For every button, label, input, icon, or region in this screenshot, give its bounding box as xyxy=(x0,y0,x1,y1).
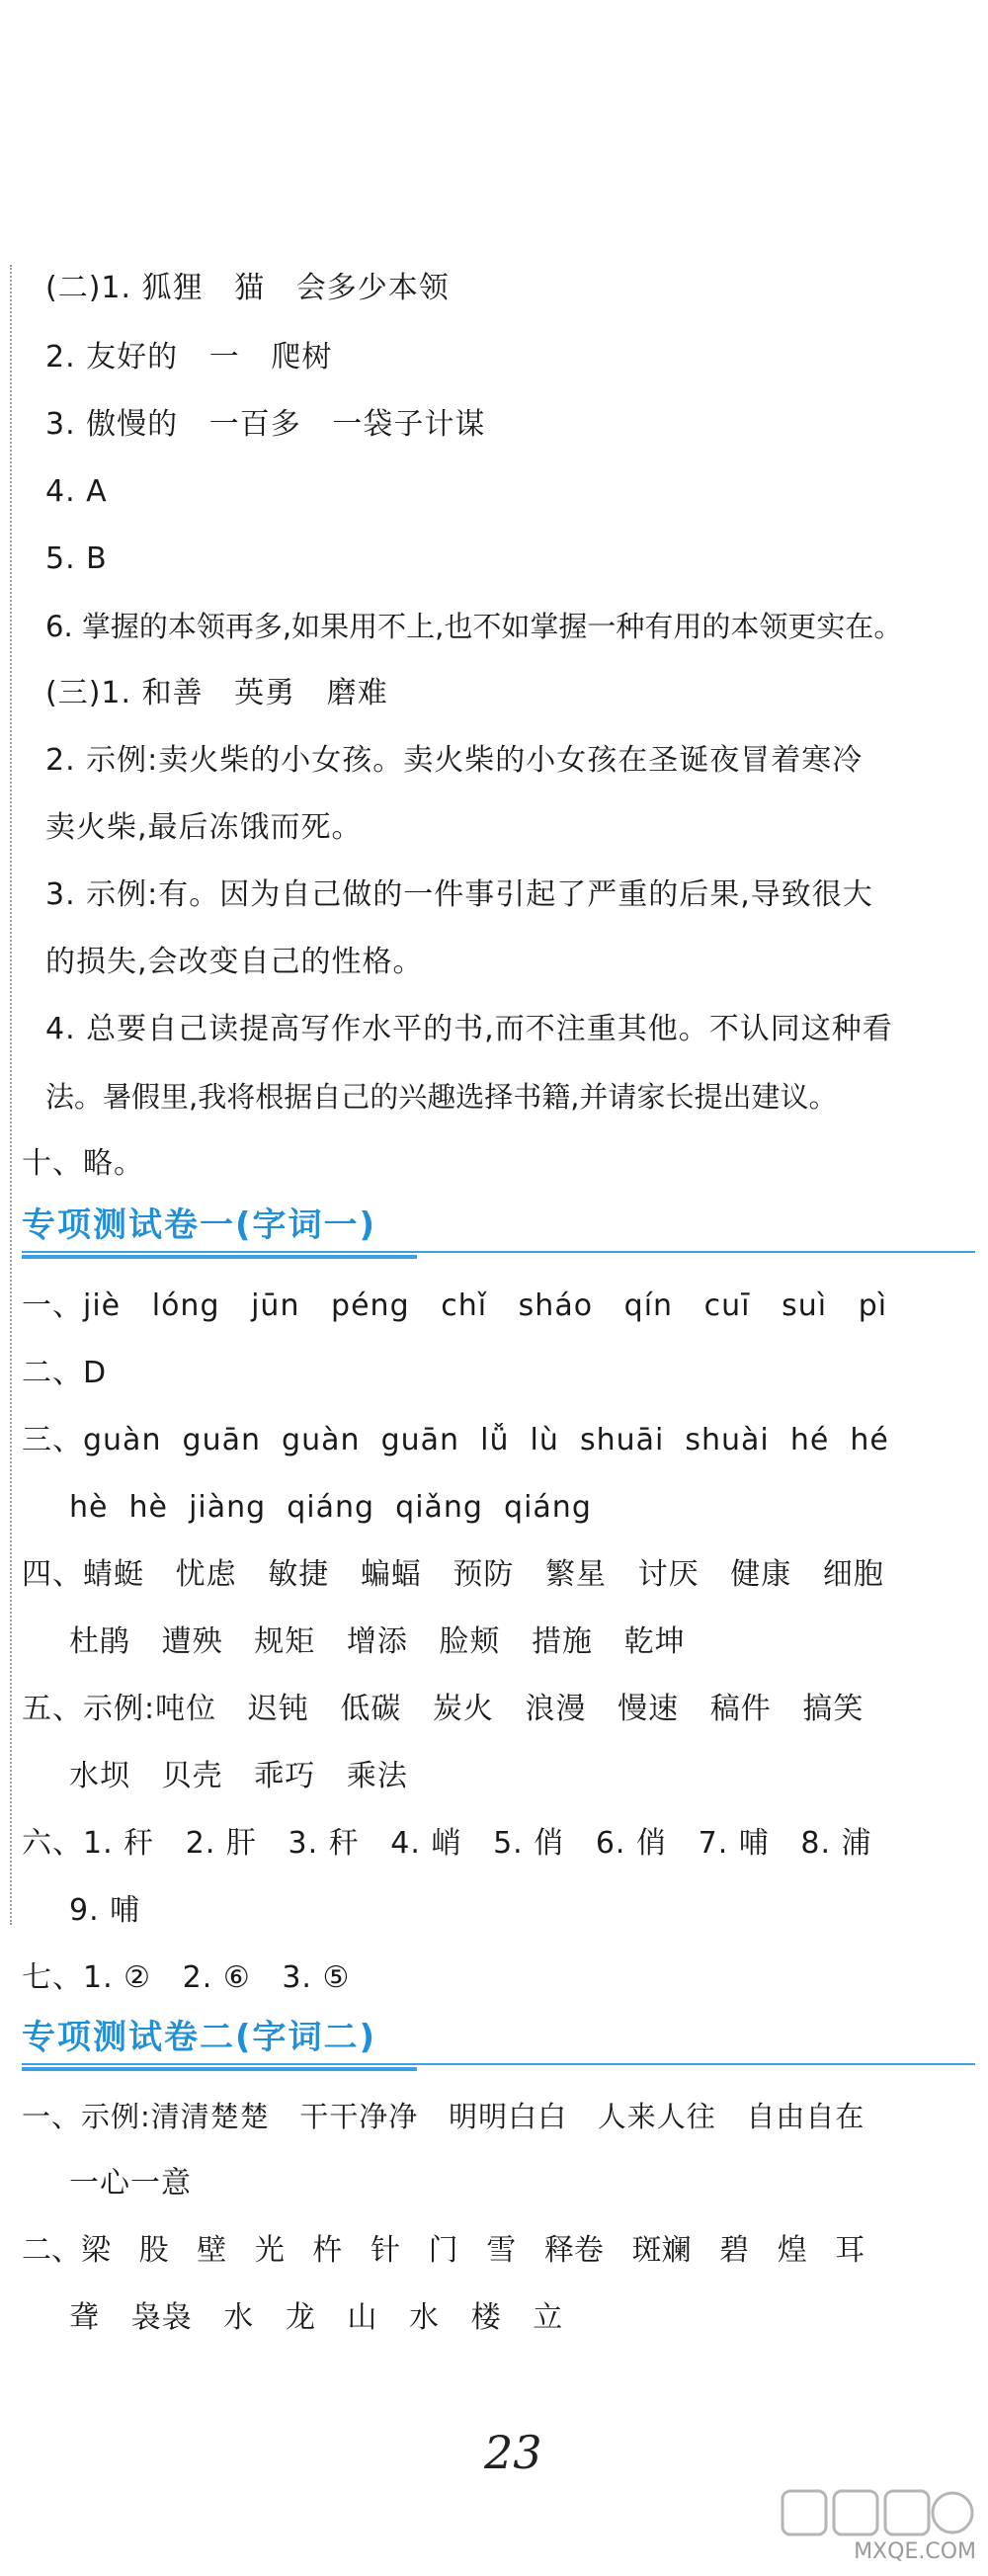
answer-line: 水坝 贝壳 乖巧 乘法 xyxy=(69,1759,408,1793)
section-heading: 专项测试卷二(字词二) xyxy=(22,2018,377,2057)
answer-line: 一心一意 xyxy=(69,2166,192,2201)
answer-line: hè hè jiàng qiáng qiǎng qiáng xyxy=(69,1490,592,1525)
answer-line: 4. 总要自己读提高写作水平的书,而不注重其他。不认同这种看 xyxy=(45,1012,893,1046)
answer-line: 3. 傲慢的 一百多 一袋子计谋 xyxy=(45,407,486,442)
answer-seal-icon xyxy=(779,2485,976,2540)
watermark xyxy=(759,2485,976,2564)
watermark-text: MXQE.COM xyxy=(854,2539,976,2564)
answer-line: 四、蜻蜓 忧虑 敏捷 蝙蝠 预防 繁星 讨厌 健康 细胞 xyxy=(22,1557,884,1592)
answer-line: 三、guàn guān guàn guān lǚ lù shuāi shuài hé hé xyxy=(22,1423,889,1457)
answer-line: 4. A xyxy=(45,474,108,509)
answer-line: 一、示例:清清楚楚 干干净净 明明白白 人来人往 自由自在 xyxy=(22,2100,865,2133)
answer-line: 六、1. 秆 2. 肝 3. 秆 4. 峭 5. 俏 6. 俏 7. 哺 8. 浦 xyxy=(22,1826,872,1861)
section-heading: 专项测试卷一(字词一) xyxy=(22,1205,377,1245)
answer-line: 二、梁 股 壁 光 杵 针 门 雪 释卷 斑斓 碧 煌 耳 xyxy=(22,2233,865,2268)
answer-line: 2. 示例:卖火柴的小女孩。卖火柴的小女孩在圣诞夜冒着寒冷 xyxy=(45,743,864,778)
answer-line: 9. 哺 xyxy=(69,1893,141,1928)
answer-line: 6. 掌握的本领再多,如果用不上,也不如掌握一种有用的本领更实在。 xyxy=(45,610,903,643)
answer-line: 的损失,会改变自己的性格。 xyxy=(45,945,424,979)
answer-line: 五、示例:吨位 迟钝 低碳 炭火 浪漫 慢速 稿件 搞笑 xyxy=(22,1692,864,1726)
page-number: 23 xyxy=(484,2426,542,2479)
answer-line: 二、D xyxy=(22,1356,108,1390)
answer-line: 聋 袅袅 水 龙 山 水 楼 立 xyxy=(69,2300,564,2335)
answer-line: 卖火柴,最后冻饿而死。 xyxy=(45,810,363,845)
answer-line: 法。暑假里,我将根据自己的兴趣选择书籍,并请家长提出建议。 xyxy=(45,1080,838,1114)
answer-line: (三)1. 和善 英勇 磨难 xyxy=(45,676,388,710)
answer-line: 5. B xyxy=(45,541,108,576)
answer-line: 七、1. ② 2. ⑥ 3. ⑤ xyxy=(22,1960,351,1995)
answer-line: (二)1. 狐狸 猫 会多少本领 xyxy=(45,271,450,305)
answer-line: 3. 示例:有。因为自己做的一件事引起了严重的后果,导致很大 xyxy=(45,877,873,912)
answer-line: 杜鹃 遭殃 规矩 增添 脸颊 措施 乾坤 xyxy=(69,1624,686,1659)
margin-dotted-rule xyxy=(10,265,12,1925)
answer-line: 一、jiè lóng jūn péng chǐ sháo qín cuī suì pì xyxy=(22,1288,888,1323)
answer-line: 2. 友好的 一 爬树 xyxy=(45,340,333,374)
answer-line: 十、略。 xyxy=(22,1146,144,1181)
